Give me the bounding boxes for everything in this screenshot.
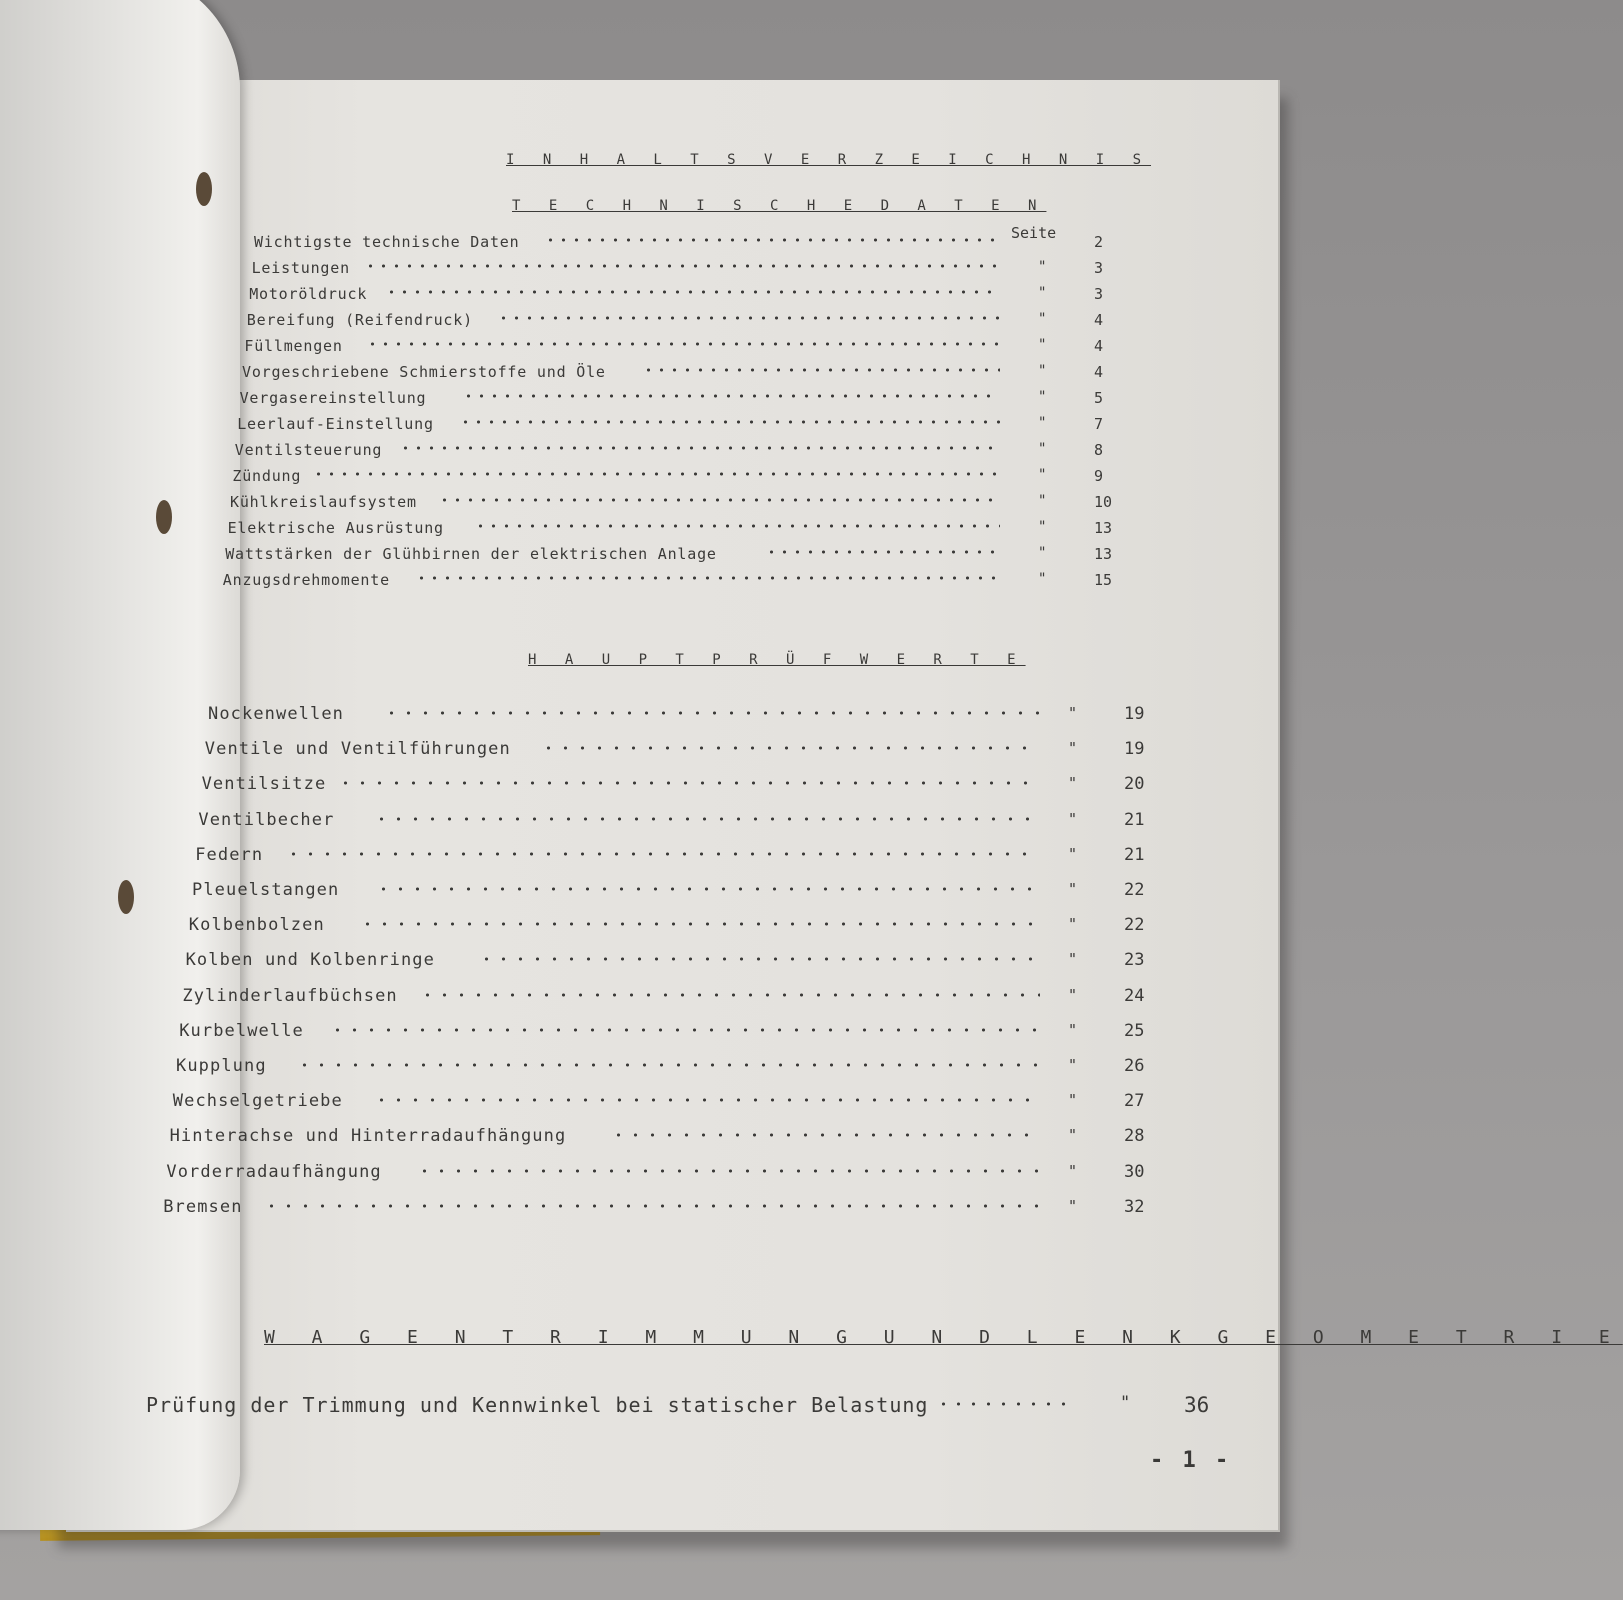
- toc-entry-label: Wattstärken der Glühbirnen der elektrischen Anlage: [225, 545, 717, 563]
- toc-entry-label: Federn: [195, 844, 264, 865]
- toc-entry-label: Elektrische Ausrüstung: [227, 519, 444, 537]
- toc-entry-label: Prüfung der Trimmung und Kennwinkel bei statischer Belastung: [146, 1393, 929, 1417]
- section-heading-wagentrimmung: W A G E N T R I M M U N G U N D L E N K G E O M E T R I E: [264, 1327, 1623, 1348]
- toc-entry-label: Bereifung (Reifendruck): [246, 311, 473, 329]
- toc-entry: [235, 441, 1134, 465]
- toc-entry-page: 9: [1093, 467, 1104, 485]
- dot-leader: [936, 1402, 1065, 1406]
- toc-entry-page: 32: [1123, 1196, 1145, 1217]
- toc-entry: [240, 389, 1134, 413]
- ditto-mark: ": [1068, 704, 1078, 722]
- ditto-mark: ": [1067, 809, 1078, 828]
- toc-entry-page: 25: [1123, 1020, 1145, 1041]
- toc-entry-label: Vergasereinstellung: [239, 389, 427, 407]
- ditto-mark: ": [1038, 493, 1047, 509]
- ditto-mark: ": [1067, 1020, 1078, 1039]
- toc-entry-label: Ventilbecher: [198, 809, 335, 830]
- ditto-mark: ": [1120, 1393, 1131, 1413]
- toc-entry-label: Ventile und Ventilführungen: [204, 739, 511, 760]
- toc-entry: [249, 285, 1134, 309]
- dot-leader: [415, 576, 1000, 580]
- ditto-mark: ": [1068, 880, 1078, 898]
- toc-entry-page: 4: [1094, 363, 1104, 381]
- toc-entry: [195, 845, 1164, 869]
- dot-leader: [540, 746, 1040, 750]
- toc-entry-page: 22: [1123, 915, 1145, 936]
- section-heading-technische-daten: T E C H N I S C H E D A T E N: [512, 198, 1047, 214]
- dot-leader: [765, 550, 1000, 554]
- toc-entry-label: Ventilsteuerung: [234, 441, 383, 459]
- ditto-mark: ": [1037, 389, 1047, 405]
- toc-entry-page: 27: [1123, 1091, 1145, 1112]
- toc-entry: [170, 1126, 1164, 1150]
- dot-leader: [416, 1169, 1040, 1173]
- dot-leader: [438, 498, 1000, 502]
- ditto-mark: ": [1037, 467, 1047, 483]
- toc-entry: [146, 1393, 1224, 1417]
- toc-entry-label: Vorderradaufhängung: [166, 1161, 382, 1182]
- ditto-mark: ": [1067, 1196, 1078, 1215]
- dot-leader: [296, 1063, 1040, 1067]
- toc-entry-label: Ventilsitze: [201, 774, 327, 795]
- dot-leader: [385, 290, 1000, 294]
- toc-entry-label: Zylinderlaufbüchsen: [182, 985, 398, 1006]
- ditto-mark: ": [1038, 363, 1047, 379]
- dot-leader: [375, 887, 1040, 891]
- ditto-mark: ": [1067, 844, 1078, 863]
- toc-entry: [179, 1021, 1164, 1045]
- toc-entry: [189, 915, 1164, 939]
- toc-entry: [223, 571, 1134, 595]
- toc-entry-label: Nockenwellen: [208, 704, 345, 724]
- dot-leader: [366, 342, 1000, 346]
- dot-leader: [419, 993, 1040, 997]
- toc-entry-label: Wechselgetriebe: [172, 1091, 343, 1112]
- ditto-mark: ": [1067, 1126, 1078, 1145]
- toc-entry-page: 21: [1123, 844, 1145, 865]
- toc-entry-page: 3: [1093, 259, 1104, 277]
- ditto-mark: ": [1068, 1056, 1078, 1074]
- toc-entry-label: Motoröldruck: [249, 285, 368, 303]
- toc-entry: [208, 704, 1164, 728]
- toc-entry-label: Kolben und Kolbenringe: [185, 950, 435, 971]
- toc-entry-page: 19: [1124, 704, 1145, 724]
- dot-leader: [263, 1204, 1040, 1208]
- toc-entry-page: 28: [1123, 1126, 1145, 1147]
- ditto-mark: ": [1067, 1161, 1078, 1180]
- toc-entry-page: 13: [1093, 545, 1113, 563]
- ditto-mark: ": [1037, 519, 1047, 535]
- toc-entry-page: 30: [1123, 1161, 1145, 1182]
- toc-entry-label: Kolbenbolzen: [188, 915, 325, 936]
- toc-entry-label: Anzugsdrehmomente: [222, 571, 390, 589]
- toc-entry-page: 26: [1124, 1056, 1145, 1076]
- dot-leader: [610, 1133, 1040, 1137]
- toc-entry-page: 23: [1123, 950, 1145, 971]
- dot-leader: [462, 394, 1000, 398]
- dot-leader: [312, 472, 1000, 476]
- section-heading-hauptpruefwerte: H A U P T P R Ü F W E R T E: [528, 652, 1026, 668]
- toc-entry: [244, 337, 1134, 361]
- ditto-mark: ": [1037, 311, 1047, 327]
- toc-entry-page: 22: [1124, 880, 1145, 900]
- toc-entry-page: 21: [1123, 809, 1145, 830]
- toc-entry-label: Hinterachse und Hinterradaufhängung: [169, 1126, 567, 1147]
- ditto-mark: ": [1067, 950, 1078, 969]
- toc-entry: [225, 545, 1134, 569]
- toc-entry-page: 7: [1093, 415, 1104, 433]
- toc-entry-label: Leerlauf-Einstellung: [237, 415, 434, 433]
- toc-entry-label: Zündung: [232, 467, 302, 485]
- toc-entry-page: 10: [1094, 493, 1113, 511]
- ditto-mark: ": [1037, 259, 1047, 275]
- toc-entry: [166, 1162, 1164, 1186]
- toc-entry-page: 13: [1093, 519, 1113, 537]
- toc-entry-page: 4: [1093, 337, 1104, 355]
- ditto-mark: ": [1067, 915, 1078, 934]
- dot-leader: [373, 1098, 1040, 1102]
- ditto-mark: ": [1037, 571, 1047, 587]
- dot-leader: [383, 711, 1040, 715]
- ditto-mark: ": [1067, 1091, 1078, 1110]
- toc-entry-label: Kühlkreislaufsystem: [230, 493, 417, 511]
- toc-entry: [202, 774, 1164, 798]
- toc-entry: [163, 1197, 1164, 1221]
- toc-entry: [182, 986, 1164, 1010]
- ditto-mark: ": [1037, 441, 1047, 457]
- seite-label: Seite: [1011, 224, 1057, 242]
- toc-entry: [176, 1056, 1164, 1080]
- dot-leader: [459, 420, 1000, 424]
- toc-entry-page: 20: [1123, 774, 1145, 795]
- ditto-mark: ": [1037, 545, 1047, 561]
- toc-entry-page: 5: [1093, 389, 1104, 407]
- dot-leader: [642, 368, 1000, 372]
- dot-leader: [474, 524, 1000, 528]
- ditto-mark: ": [1037, 337, 1047, 353]
- toc-entry-label: Wichtigste technische Daten: [254, 233, 520, 251]
- toc-entry-page: 36: [1184, 1393, 1210, 1417]
- ditto-mark: ": [1067, 985, 1078, 1004]
- dot-leader: [285, 852, 1040, 856]
- dot-leader: [544, 238, 1000, 242]
- toc-entry: [173, 1091, 1164, 1115]
- toc-entry-label: Vorgeschriebene Schmierstoffe und Öle: [242, 363, 606, 381]
- dot-leader: [337, 781, 1040, 785]
- page-number: - 1 -: [1150, 1448, 1232, 1473]
- ditto-mark: ": [1067, 774, 1078, 793]
- toc-entry-page: 24: [1123, 985, 1145, 1006]
- dot-leader: [373, 817, 1040, 821]
- dot-leader: [329, 1028, 1040, 1032]
- toc-entry-label: Kupplung: [176, 1056, 267, 1076]
- toc-entry: [254, 233, 1134, 257]
- toc-entry-label: Leistungen: [251, 259, 350, 277]
- toc-entry-label: Kurbelwelle: [179, 1020, 304, 1041]
- toc-entry: [242, 363, 1134, 387]
- toc-entry-page: 4: [1093, 311, 1104, 329]
- document-title: I N H A L T S V E R Z E I C H N I S: [506, 152, 1152, 168]
- toc-entry: [252, 259, 1134, 283]
- toc-entry-label: Bremsen: [163, 1196, 243, 1217]
- toc-entry: [230, 493, 1134, 517]
- dot-leader: [478, 957, 1040, 961]
- dot-leader: [364, 264, 1000, 268]
- dot-leader: [359, 922, 1040, 926]
- toc-entry-page: 8: [1093, 441, 1104, 459]
- toc-entry: [205, 739, 1164, 763]
- ditto-mark: ": [1067, 739, 1078, 758]
- toc-entry: [247, 311, 1134, 335]
- toc-entry-page: 3: [1093, 285, 1104, 303]
- toc-entry: [228, 519, 1134, 543]
- dot-leader: [497, 316, 1000, 320]
- toc-entry-page: 19: [1123, 739, 1145, 760]
- toc-entry-page: 15: [1093, 571, 1113, 589]
- toc-entry: [192, 880, 1164, 904]
- toc-entry: [186, 950, 1164, 974]
- ditto-mark: ": [1037, 285, 1047, 301]
- ditto-mark: ": [1037, 415, 1047, 431]
- toc-entry-label: Füllmengen: [244, 337, 343, 355]
- toc-entry: [232, 467, 1134, 491]
- toc-entry-page: 2: [1094, 233, 1104, 251]
- toc-entry-label: Pleuelstangen: [192, 880, 340, 900]
- toc-entry: [198, 810, 1164, 834]
- dot-leader: [399, 446, 1000, 450]
- toc-entry: [237, 415, 1134, 439]
